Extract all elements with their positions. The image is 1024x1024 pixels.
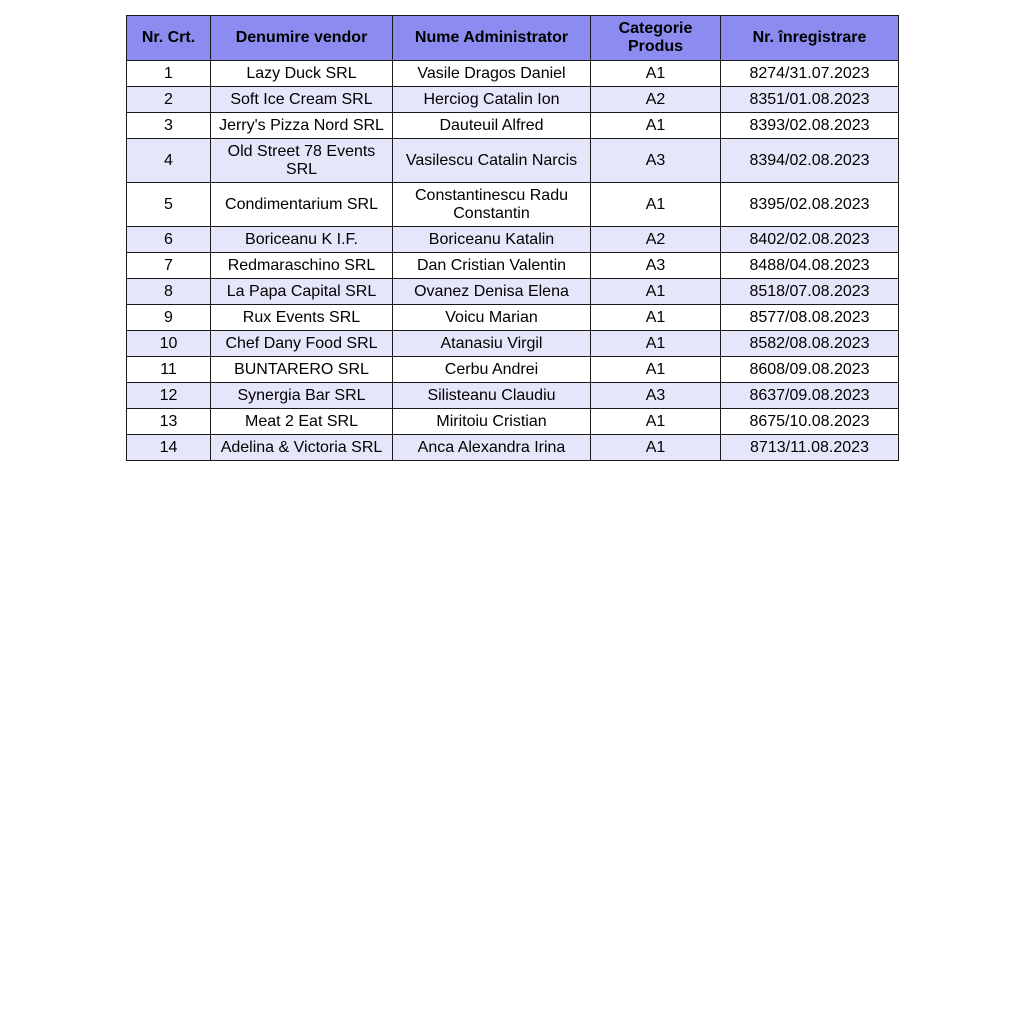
table-row — [127, 113, 899, 139]
cell-nr: 4 — [127, 139, 211, 183]
table-row — [127, 305, 899, 331]
table-header-row — [127, 16, 899, 61]
cell-nr: 11 — [127, 357, 211, 383]
cell-nr: 10 — [127, 331, 211, 357]
header-categorie-produs: Categorie Produs — [591, 16, 721, 61]
cell-vendor: Soft Ice Cream SRL — [211, 87, 393, 113]
cell-nr: 2 — [127, 87, 211, 113]
header-nr-inregistrare: Nr. înregistrare — [721, 16, 899, 61]
cell-admin: Herciog Catalin Ion — [393, 87, 591, 113]
cell-categorie: A2 — [591, 227, 721, 253]
cell-inregistrare: 8713/11.08.2023 — [721, 435, 899, 461]
cell-vendor: Synergia Bar SRL — [211, 383, 393, 409]
cell-categorie: A1 — [591, 183, 721, 227]
cell-vendor: Condimentarium SRL — [211, 183, 393, 227]
cell-categorie: A3 — [591, 383, 721, 409]
header-nume-administrator: Nume Administrator — [393, 16, 591, 61]
cell-admin: Voicu Marian — [393, 305, 591, 331]
cell-admin: Vasilescu Catalin Narcis — [393, 139, 591, 183]
cell-inregistrare: 8637/09.08.2023 — [721, 383, 899, 409]
cell-admin: Atanasiu Virgil — [393, 331, 591, 357]
cell-nr: 14 — [127, 435, 211, 461]
cell-inregistrare: 8675/10.08.2023 — [721, 409, 899, 435]
cell-inregistrare: 8393/02.08.2023 — [721, 113, 899, 139]
cell-vendor: Chef Dany Food SRL — [211, 331, 393, 357]
cell-inregistrare: 8488/04.08.2023 — [721, 253, 899, 279]
cell-admin: Dauteuil Alfred — [393, 113, 591, 139]
header-denumire-vendor: Denumire vendor — [211, 16, 393, 61]
table-row — [127, 227, 899, 253]
cell-categorie: A1 — [591, 435, 721, 461]
cell-admin: Dan Cristian Valentin — [393, 253, 591, 279]
cell-vendor: Redmaraschino SRL — [211, 253, 393, 279]
cell-categorie: A1 — [591, 279, 721, 305]
table-row — [127, 409, 899, 435]
cell-inregistrare: 8395/02.08.2023 — [721, 183, 899, 227]
table-row — [127, 435, 899, 461]
cell-inregistrare: 8394/02.08.2023 — [721, 139, 899, 183]
cell-categorie: A3 — [591, 139, 721, 183]
cell-inregistrare: 8274/31.07.2023 — [721, 61, 899, 87]
table-row — [127, 383, 899, 409]
cell-vendor: La Papa Capital SRL — [211, 279, 393, 305]
table-row — [127, 87, 899, 113]
table-row — [127, 357, 899, 383]
cell-inregistrare: 8608/09.08.2023 — [721, 357, 899, 383]
cell-admin: Cerbu Andrei — [393, 357, 591, 383]
cell-categorie: A3 — [591, 253, 721, 279]
cell-vendor: Rux Events SRL — [211, 305, 393, 331]
cell-inregistrare: 8518/07.08.2023 — [721, 279, 899, 305]
cell-admin: Boriceanu Katalin — [393, 227, 591, 253]
table-row — [127, 331, 899, 357]
cell-nr: 1 — [127, 61, 211, 87]
cell-vendor: Boriceanu K I.F. — [211, 227, 393, 253]
vendor-table — [126, 15, 899, 461]
cell-vendor: Jerry's Pizza Nord SRL — [211, 113, 393, 139]
table-row — [127, 61, 899, 87]
cell-admin: Miritoiu Cristian — [393, 409, 591, 435]
cell-nr: 3 — [127, 113, 211, 139]
cell-nr: 7 — [127, 253, 211, 279]
cell-categorie: A2 — [591, 87, 721, 113]
cell-admin: Constantinescu Radu Constantin — [393, 183, 591, 227]
cell-inregistrare: 8582/08.08.2023 — [721, 331, 899, 357]
cell-admin: Vasile Dragos Daniel — [393, 61, 591, 87]
cell-admin: Silisteanu Claudiu — [393, 383, 591, 409]
cell-nr: 12 — [127, 383, 211, 409]
header-nr-crt: Nr. Crt. — [127, 16, 211, 61]
cell-nr: 8 — [127, 279, 211, 305]
cell-inregistrare: 8402/02.08.2023 — [721, 227, 899, 253]
cell-inregistrare: 8351/01.08.2023 — [721, 87, 899, 113]
cell-nr: 13 — [127, 409, 211, 435]
vendor-table-container — [126, 15, 898, 461]
table-row — [127, 253, 899, 279]
cell-vendor: BUNTARERO SRL — [211, 357, 393, 383]
cell-vendor: Meat 2 Eat SRL — [211, 409, 393, 435]
cell-nr: 5 — [127, 183, 211, 227]
cell-vendor: Lazy Duck SRL — [211, 61, 393, 87]
cell-inregistrare: 8577/08.08.2023 — [721, 305, 899, 331]
cell-categorie: A1 — [591, 61, 721, 87]
table-row — [127, 139, 899, 183]
cell-admin: Anca Alexandra Irina — [393, 435, 591, 461]
cell-categorie: A1 — [591, 331, 721, 357]
cell-categorie: A1 — [591, 305, 721, 331]
table-row — [127, 183, 899, 227]
cell-nr: 6 — [127, 227, 211, 253]
cell-vendor: Adelina & Victoria SRL — [211, 435, 393, 461]
table-row — [127, 279, 899, 305]
cell-categorie: A1 — [591, 113, 721, 139]
cell-admin: Ovanez Denisa Elena — [393, 279, 591, 305]
cell-categorie: A1 — [591, 409, 721, 435]
cell-categorie: A1 — [591, 357, 721, 383]
cell-vendor: Old Street 78 Events SRL — [211, 139, 393, 183]
cell-nr: 9 — [127, 305, 211, 331]
